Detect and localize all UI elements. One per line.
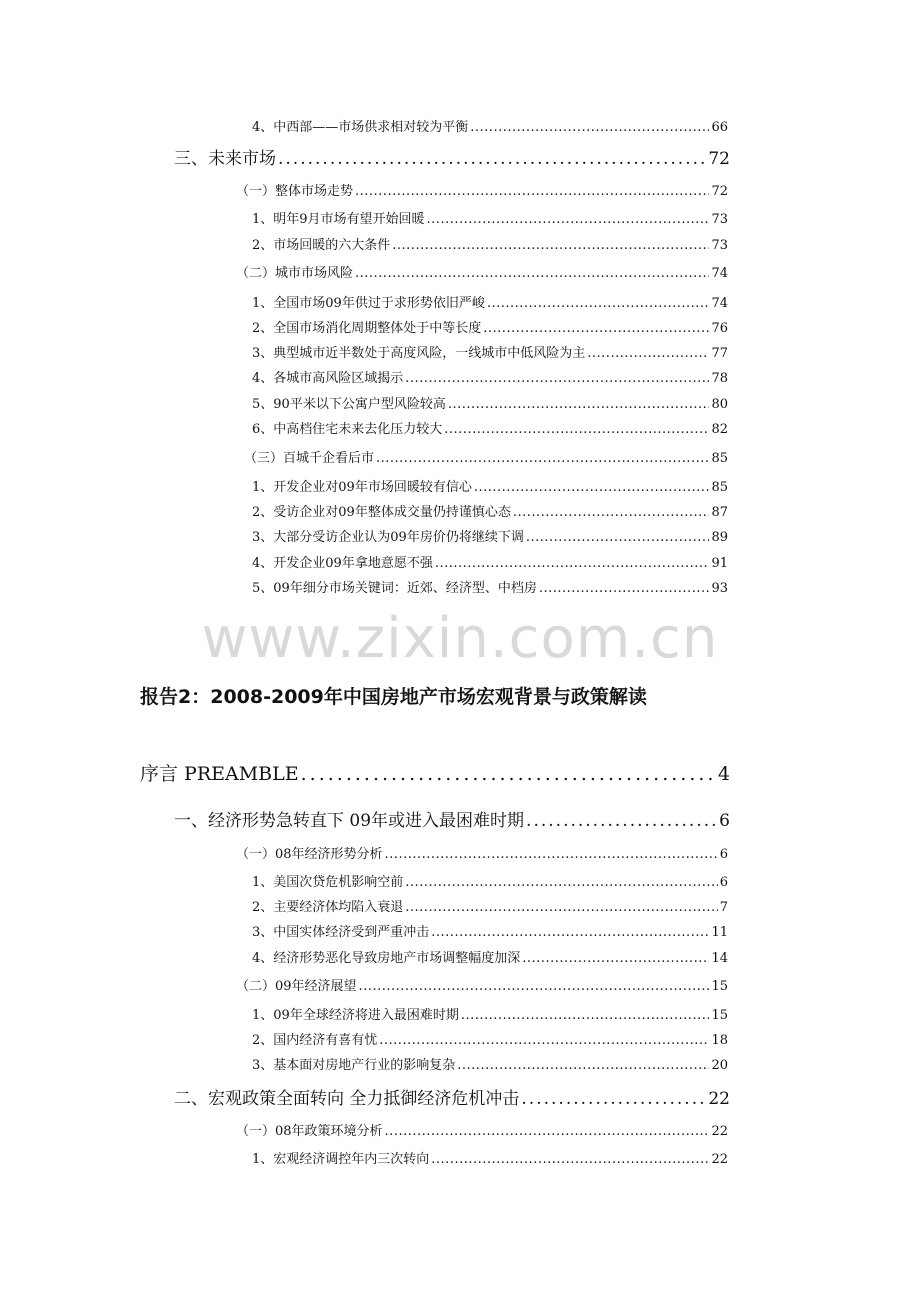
toc-page-number: 6: [719, 811, 730, 831]
toc-page-number: 87: [711, 505, 728, 520]
toc-page-number: 20: [711, 1058, 728, 1073]
toc-page-number: 91: [711, 556, 728, 571]
toc-page-number: 73: [711, 238, 728, 253]
toc-entry-title: （一）整体市场走势: [236, 184, 354, 199]
toc-entry[interactable]: [236, 1120, 728, 1139]
toc-entry-title: 一、经济形势急转直下 09年或进入最困难时期: [174, 811, 525, 831]
toc-leader-dots: [359, 979, 710, 994]
toc-entry[interactable]: [252, 476, 728, 495]
toc-leader-dots: [405, 875, 717, 890]
toc-entry-title: 4、中西部——市场供求相对较为平衡: [252, 120, 469, 135]
toc-leader-dots: [355, 184, 709, 199]
toc-entry-title: 1、全国市场09年供过于求形势依旧严峻: [252, 296, 485, 311]
toc-entry-title: 4、各城市高风险区域揭示: [252, 371, 404, 386]
toc-leader-dots: [457, 1058, 709, 1073]
toc-leader-dots: [513, 505, 710, 520]
toc-leader-dots: [448, 397, 710, 412]
toc-entry[interactable]: [252, 577, 728, 596]
toc-leader-dots: [278, 149, 706, 169]
toc-entry-title: 3、典型城市近半数处于高度风险，一线城市中低风险为主: [252, 346, 586, 361]
toc-leader-dots: [487, 296, 710, 311]
toc-entry[interactable]: [252, 896, 728, 915]
toc-leader-dots: [376, 451, 709, 466]
toc-entry[interactable]: [252, 501, 728, 520]
toc-entry-title: 1、美国次贷危机影响空前: [252, 875, 404, 890]
toc-leader-dots: [385, 1124, 710, 1139]
toc-page-number: 73: [711, 212, 728, 227]
toc-page-number: 11: [711, 925, 728, 940]
toc-page-number: 85: [711, 451, 728, 466]
toc-entry-title: 3、大部分受访企业认为09年房价仍将继续下调: [252, 530, 524, 545]
toc-entry[interactable]: [236, 180, 728, 199]
toc-leader-dots: [539, 581, 710, 596]
toc-entry[interactable]: [252, 1029, 728, 1048]
toc-entry-title: （二）城市市场风险: [236, 266, 354, 281]
toc-page-number: 82: [711, 422, 728, 437]
toc-leader-dots: [522, 951, 709, 966]
toc-entry[interactable]: [252, 552, 728, 571]
toc-page-number: 66: [711, 120, 728, 135]
toc-leader-dots: [526, 530, 710, 545]
toc-entry[interactable]: [252, 947, 728, 966]
toc-page-number: 93: [711, 581, 728, 596]
toc-page-number: 22: [708, 1089, 730, 1109]
toc-entry[interactable]: [252, 1054, 728, 1073]
toc-leader-dots: [474, 480, 710, 495]
toc-page-number: 18: [711, 1033, 728, 1048]
toc-leader-dots: [392, 238, 709, 253]
report-title: 报告2：2008-2009年中国房地产市场宏观背景与政策解读: [140, 686, 647, 708]
toc-leader-dots: [431, 925, 709, 940]
toc-entry[interactable]: [252, 208, 728, 227]
toc-entry[interactable]: [252, 1004, 728, 1023]
watermark: www.zixin.com.cn: [201, 606, 719, 671]
toc-entry[interactable]: [244, 447, 728, 466]
toc-entry-title: 6、中高档住宅未来去化压力较大: [252, 422, 443, 437]
toc-entry[interactable]: [174, 806, 730, 831]
toc-page-number: 6: [719, 875, 728, 890]
toc-page-number: 76: [711, 321, 728, 336]
toc-entry[interactable]: [140, 759, 730, 786]
toc-entry[interactable]: [252, 292, 728, 311]
toc-page-number: 22: [711, 1124, 728, 1139]
toc-entry-title: （三）百城千企看后市: [244, 451, 375, 466]
toc-entry[interactable]: [174, 144, 730, 169]
toc-page-number: 7: [719, 900, 728, 915]
toc-leader-dots: [483, 321, 709, 336]
toc-entry-title: 1、开发企业对09年市场回暖较有信心: [252, 480, 472, 495]
toc-leader-dots: [405, 371, 709, 386]
toc-entry-title: （二）09年经济展望: [236, 979, 357, 994]
toc-leader-dots: [521, 1089, 706, 1109]
toc-entry[interactable]: [252, 317, 728, 336]
toc-page-number: 72: [708, 149, 730, 169]
toc-entry-title: 2、受访企业对09年整体成交量仍持谨慎心态: [252, 505, 511, 520]
toc-entry-title: 1、09年全球经济将进入最困难时期: [252, 1008, 459, 1023]
toc-entry[interactable]: [174, 1084, 730, 1109]
toc-entry-title: 1、明年9月市场有望开始回暖: [252, 212, 425, 227]
toc-leader-dots: [355, 266, 709, 281]
toc-entry-title: 4、经济形势恶化导致房地产市场调整幅度加深: [252, 951, 521, 966]
toc-entry-title: （一）08年经济形势分析: [236, 847, 383, 862]
toc-entry-title: 二、宏观政策全面转向 全力抵御经济危机冲击: [174, 1089, 520, 1109]
toc-leader-dots: [431, 1152, 709, 1167]
toc-entry-title: 5、09年细分市场关键词：近郊、经济型、中档房: [252, 581, 537, 596]
toc-leader-dots: [587, 346, 709, 361]
toc-leader-dots: [470, 120, 709, 135]
toc-page-number: 80: [711, 397, 728, 412]
toc-entry[interactable]: [252, 418, 728, 437]
toc-entry[interactable]: [252, 1148, 728, 1167]
toc-page-number: 6: [719, 847, 728, 862]
toc-entry-title: 2、国内经济有喜有忧: [252, 1033, 378, 1048]
toc-entry[interactable]: [252, 234, 728, 253]
toc-page-number: 89: [711, 530, 728, 545]
toc-page-number: 22: [711, 1152, 728, 1167]
toc-entry-title: 3、中国实体经济受到严重冲击: [252, 925, 430, 940]
toc-entry[interactable]: [252, 342, 728, 361]
toc-leader-dots: [301, 763, 716, 785]
toc-entry-title: （一）08年政策环境分析: [236, 1124, 383, 1139]
toc-leader-dots: [444, 422, 709, 437]
toc-entry-title: 4、开发企业09年拿地意愿不强: [252, 556, 433, 571]
toc-entry-title: 1、宏观经济调控年内三次转向: [252, 1152, 430, 1167]
toc-page-number: 77: [711, 346, 728, 361]
toc-entry-title: 2、主要经济体均陷入衰退: [252, 900, 404, 915]
toc-entry[interactable]: [252, 921, 728, 940]
toc-page-number: 15: [711, 979, 728, 994]
toc-entry-title: 三、未来市场: [174, 149, 276, 169]
toc-entry-title: 2、全国市场消化周期整体处于中等长度: [252, 321, 482, 336]
toc-page-number: 15: [711, 1008, 728, 1023]
toc-entry[interactable]: [252, 116, 728, 135]
toc-entry[interactable]: [236, 262, 728, 281]
toc-entry[interactable]: [252, 393, 728, 412]
toc-entry[interactable]: [252, 367, 728, 386]
toc-page-number: 4: [717, 763, 730, 785]
toc-page-number: 74: [711, 266, 728, 281]
toc-page-number: 85: [711, 480, 728, 495]
toc-page-number: 72: [711, 184, 728, 199]
toc-page-number: 74: [711, 296, 728, 311]
toc-leader-dots: [405, 900, 717, 915]
toc-entry-title: 5、90平米以下公寓户型风险较高: [252, 397, 446, 412]
toc-page-number: 14: [711, 951, 728, 966]
toc-leader-dots: [379, 1033, 709, 1048]
toc-entry[interactable]: [252, 871, 728, 890]
toc-leader-dots: [526, 811, 717, 831]
toc-page-number: 78: [711, 371, 728, 386]
toc-entry[interactable]: [236, 975, 728, 994]
toc-entry[interactable]: [236, 843, 728, 862]
toc-leader-dots: [385, 847, 718, 862]
toc-leader-dots: [435, 556, 710, 571]
toc-entry-title: 3、基本面对房地产行业的影响复杂: [252, 1058, 456, 1073]
toc-entry[interactable]: [252, 526, 728, 545]
toc-entry-title: 2、市场回暖的六大条件: [252, 238, 391, 253]
toc-entry-title: 序言 PREAMBLE: [140, 763, 299, 785]
toc-leader-dots: [461, 1008, 710, 1023]
toc-leader-dots: [427, 212, 710, 227]
